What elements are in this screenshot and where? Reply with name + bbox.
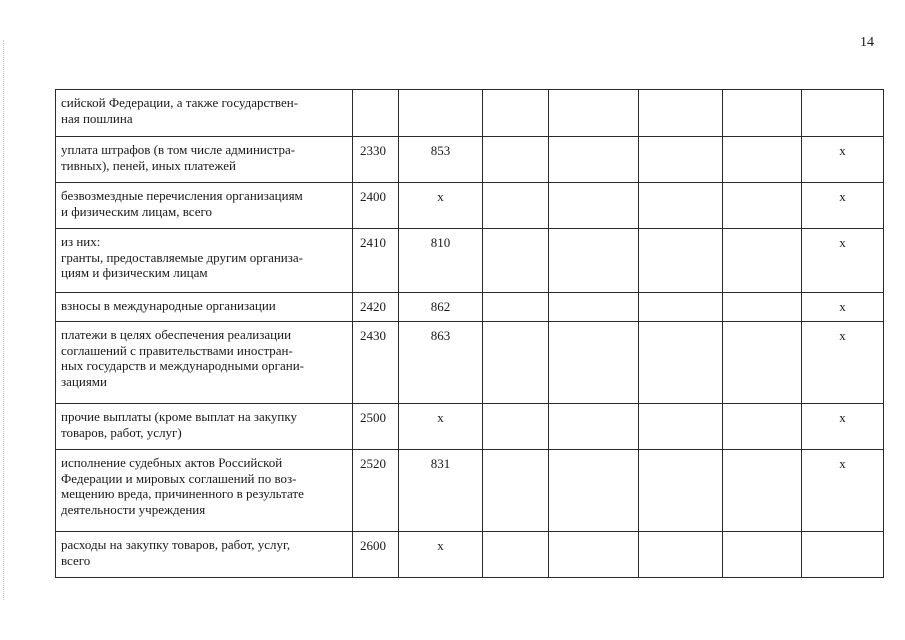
row-label [56, 404, 353, 450]
row-label-line: гранты, предоставляемые другим организа- [61, 249, 303, 265]
row-label-line: расходы на закупку товаров, работ, услуг, [61, 537, 291, 552]
row-label [56, 137, 353, 183]
row-value-cell [639, 229, 723, 293]
row-label [56, 293, 353, 322]
row-code: 2400 [353, 183, 399, 229]
row-code: 2430 [353, 322, 399, 404]
row-label [56, 229, 353, 293]
row-label [56, 450, 353, 532]
row-value-cell [549, 293, 639, 322]
row-value-cell [639, 532, 723, 578]
row-value-cell [549, 229, 639, 293]
row-label-line: зациями [61, 373, 107, 389]
row-value-cell [483, 322, 549, 404]
row-mark: x [802, 293, 884, 322]
row-label [56, 532, 353, 578]
row-label-line: взносы в международные организации [61, 298, 276, 313]
row-code: 2500 [353, 404, 399, 450]
row-label-line: из них: [61, 234, 101, 249]
row-mark: x [802, 183, 884, 229]
row-value-cell [483, 183, 549, 229]
table-row [56, 322, 884, 404]
row-value-cell [549, 90, 639, 137]
row-kbk: 831 [399, 450, 483, 532]
row-label-line: циям и физическим лицам [61, 265, 208, 280]
table-row [56, 229, 884, 293]
row-value-cell [639, 293, 723, 322]
row-label-line: ных государств и международными органи- [61, 358, 305, 373]
row-value-cell [723, 183, 802, 229]
row-value-cell [639, 450, 723, 532]
row-value-cell [483, 90, 549, 137]
row-code: 2600 [353, 532, 399, 578]
row-mark: x [802, 450, 884, 532]
table-row [56, 183, 884, 229]
row-value-cell [723, 229, 802, 293]
row-value-cell [483, 450, 549, 532]
row-label-line: тивных), пеней, иных платежей [61, 157, 236, 173]
row-value-cell [549, 183, 639, 229]
table-row [56, 90, 884, 137]
row-label-line: исполнение судебных актов Российской [61, 455, 283, 470]
row-label-line: деятельности учреждения [61, 501, 206, 517]
row-value-cell [549, 450, 639, 532]
row-kbk: 862 [399, 293, 483, 322]
row-mark: x [802, 322, 884, 404]
row-value-cell [639, 404, 723, 450]
row-mark: x [802, 404, 884, 450]
row-value-cell [723, 532, 802, 578]
table-row [56, 293, 884, 322]
row-label-line: товаров, работ, услуг) [61, 424, 182, 440]
table-row [56, 404, 884, 450]
row-value-cell [483, 532, 549, 578]
table-row [56, 532, 884, 578]
table-body [56, 90, 884, 578]
row-label [56, 322, 353, 404]
budget-table [55, 89, 884, 578]
row-value-cell [639, 183, 723, 229]
table-row [56, 450, 884, 532]
row-value-cell [639, 322, 723, 404]
row-label-line: ная пошлина [61, 110, 133, 126]
row-value-cell [549, 137, 639, 183]
row-label-line: мещению вреда, причиненного в результате [61, 486, 304, 501]
row-code: 2420 [353, 293, 399, 322]
row-value-cell [639, 90, 723, 137]
row-label-line: сийской Федерации, а также государствен- [61, 95, 299, 110]
row-value-cell [483, 293, 549, 322]
row-code: 2520 [353, 450, 399, 532]
row-kbk: x [399, 183, 483, 229]
row-value-cell [639, 137, 723, 183]
row-kbk: 863 [399, 322, 483, 404]
row-mark: x [802, 229, 884, 293]
row-label-line: прочие выплаты (кроме выплат на закупку [61, 409, 297, 424]
row-mark: x [802, 137, 884, 183]
row-value-cell [723, 293, 802, 322]
row-label [56, 183, 353, 229]
left-binding-mark [3, 40, 5, 600]
row-code [353, 90, 399, 137]
row-label-line: соглашений с правительствами иностран- [61, 342, 293, 358]
row-label-line: безвозмездные перечисления организациям [61, 188, 303, 203]
row-label-line: и физическим лицам, всего [61, 203, 212, 219]
row-value-cell [723, 404, 802, 450]
table-row [56, 137, 884, 183]
row-value-cell [549, 322, 639, 404]
row-kbk [399, 90, 483, 137]
row-kbk: 853 [399, 137, 483, 183]
row-value-cell [723, 137, 802, 183]
row-code: 2410 [353, 229, 399, 293]
page-number: 14 [860, 35, 874, 50]
row-mark [802, 532, 884, 578]
row-label-line: платежи в целях обеспечения реализации [61, 327, 292, 342]
row-value-cell [549, 404, 639, 450]
row-kbk: x [399, 532, 483, 578]
row-value-cell [483, 404, 549, 450]
row-code: 2330 [353, 137, 399, 183]
row-value-cell [483, 137, 549, 183]
row-kbk: x [399, 404, 483, 450]
row-value-cell [723, 90, 802, 137]
row-mark [802, 90, 884, 137]
row-value-cell [723, 450, 802, 532]
row-value-cell [549, 532, 639, 578]
row-value-cell [723, 322, 802, 404]
row-value-cell [483, 229, 549, 293]
row-kbk: 810 [399, 229, 483, 293]
row-label-line: уплата штрафов (в том числе администра- [61, 142, 296, 157]
row-label [56, 90, 353, 137]
row-label-line: Федерации и мировых соглашений по воз- [61, 470, 297, 486]
row-label-line: всего [61, 552, 91, 568]
